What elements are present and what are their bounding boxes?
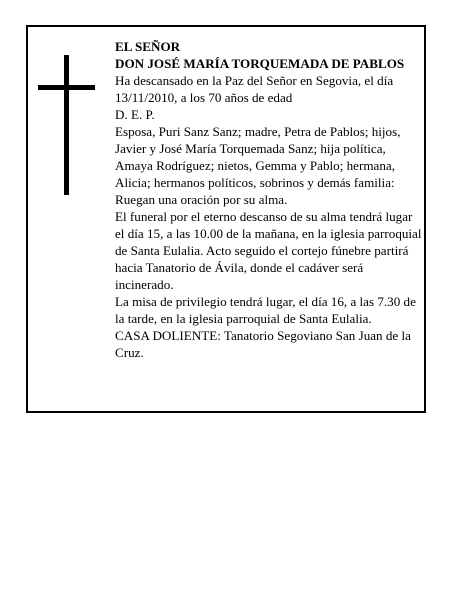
cross-vertical-bar [64,55,69,195]
cross-horizontal-bar [38,85,95,90]
family-list: Esposa, Puri Sanz Sanz; madre, Petra de Pablos; hijos, Javier y José María Torquemada Sanz; hija política, Amaya Rodríguez; nietos, Gemma y Pablo; hermana, Alicia; hermanos políticos, sobrinos y demás familia: Ruegan una oración por su alma. [115,124,401,207]
rest-in-peace: D. E. P. [115,107,155,122]
notice-title: EL SEÑOR [115,39,181,54]
obituary-text-block [115,38,423,361]
deceased-name: DON JOSÉ MARÍA TORQUEMADA DE PABLOS [115,56,405,71]
mourning-house: CASA DOLIENTE: Tanatorio Segoviano San Juan de la Cruz. [115,328,411,360]
funeral-details: El funeral por el eterno descanso de su alma tendrá lugar el día 15, a las 10.00 de la mañana, en la iglesia parroquial de Santa Eulalia. Acto seguido el cortejo fúnebre partirá hacia Tanatorio de Ávila, donde el cadáver será incinerado. [115,209,422,292]
death-announcement: Ha descansado en la Paz del Señor en Segovia, el día 13/11/2010, a los 70 años de edad [115,73,394,105]
mass-details: La misa de privilegio tendrá lugar, el día 16, a las 7.30 de la tarde, en la iglesia parroquial de Santa Eulalia. [115,294,416,326]
